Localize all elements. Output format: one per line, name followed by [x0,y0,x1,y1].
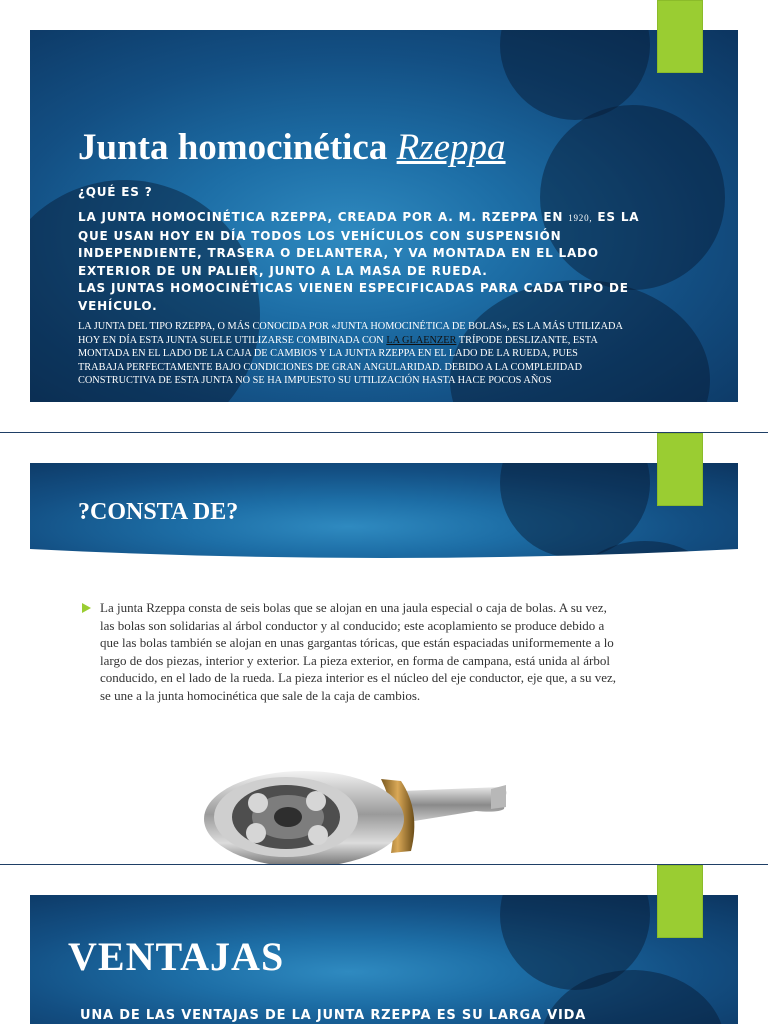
paragraph-text: TRÍPODE DESLIZANTE, ESTA MONTADA EN EL LADO DE LA CAJA DE CAMBIOS Y LA JUNTA RZEPPA EN EL LADO DE LA RUEDA, PUES TRABAJA PERFECTAMENTE BAJO CONDICIONES DE GRAN ANGULARIDAD. DEBIDO A LA COMPLEJIDAD CONSTRUCTIVA DE ESTA JUNTA NO SE HA IMPUESTO SU UTILIZACIÓN HASTA HACE POCOS AÑOS [78,334,598,387]
slide-2-title: ?CONSTA DE? [78,499,239,525]
accent-bar [657,0,703,73]
description-paragraph [78,320,623,388]
caps-line: QUE USAN HOY EN DÍA TODOS LOS VEHÍCULOS CON SUSPENSIÓN [78,228,562,243]
advantages-caps-text: UNA DE LAS VENTAJAS DE LA JUNTA RZEPPA ES SU LARGA VIDA [80,1008,587,1023]
caps-line: INDEPENDIENTE, TRASERA O DELANTERA, Y VA MONTADA EN EL LADO [78,246,599,260]
caps-line [78,209,638,228]
caps-year: 1920, [568,213,593,223]
caps-line: LAS JUNTAS HOMOCINÉTICAS VIENEN ESPECIFICADAS PARA CADA TIPO DE [78,281,629,295]
bullet-arrow-icon [80,601,94,615]
caps-text: ES LA [597,210,640,224]
slide-1-banner [30,30,738,402]
slide-1-title [78,126,506,169]
glaenzer-link[interactable]: LA GLAENZER [386,334,457,346]
title-main: Junta homocinética [78,127,388,168]
slide-1 [0,0,768,431]
caps-line: EXTERIOR DE UN PALIER, JUNTO A LA MASA DE RUEDA. [78,263,488,278]
banner-curve [30,543,738,583]
caps-line: VEHÍCULO. [78,298,158,313]
paragraph-text: LA JUNTA DEL TIPO RZEPPA, O MÁS CONOCIDA POR «JUNTA HOMOCINÉTICA DE BOLAS», ES LA MÁS UTILIZADA HOY EN DÍA ESTA JUNTA SUELE UTILIZARSE COMBINADA CON [78,321,623,346]
accent-bar [657,433,703,506]
question-heading: ¿QUÉ ES ? [78,185,153,199]
accent-bar [657,865,703,938]
slide-3 [0,865,768,1024]
composition-paragraph: La junta Rzeppa consta de seis bolas que se alojan en una jaula especial o caja de bolas. A su vez, las bolas son solidarias al árbol conductor y al conducido; este acoplamiento se produce debido a que las bolas también se alojan en unas gargantas tóricas, que están espaciadas uniformemente a lo largo de dos piezas, interior y exterior. La pieza exterior, en forma de campana, está unida al árbol conducido, en el lado de la rueda. La pieza interior es el núcleo del eje conductor, eje que, a su vez, se une a la junta homocinética que sale de la caja de cambios. [100,600,617,703]
intro-caps-text [78,209,638,315]
cv-joint-image [176,751,552,864]
caps-text: LA JUNTA HOMOCINÉTICA RZEPPA, CREADA POR A. M. RZEPPA EN [78,210,564,224]
title-link[interactable]: Rzeppa [396,127,506,168]
slide-3-title: VENTAJAS [68,934,285,979]
slide-3-banner [30,895,738,1024]
slide-2 [0,433,768,864]
